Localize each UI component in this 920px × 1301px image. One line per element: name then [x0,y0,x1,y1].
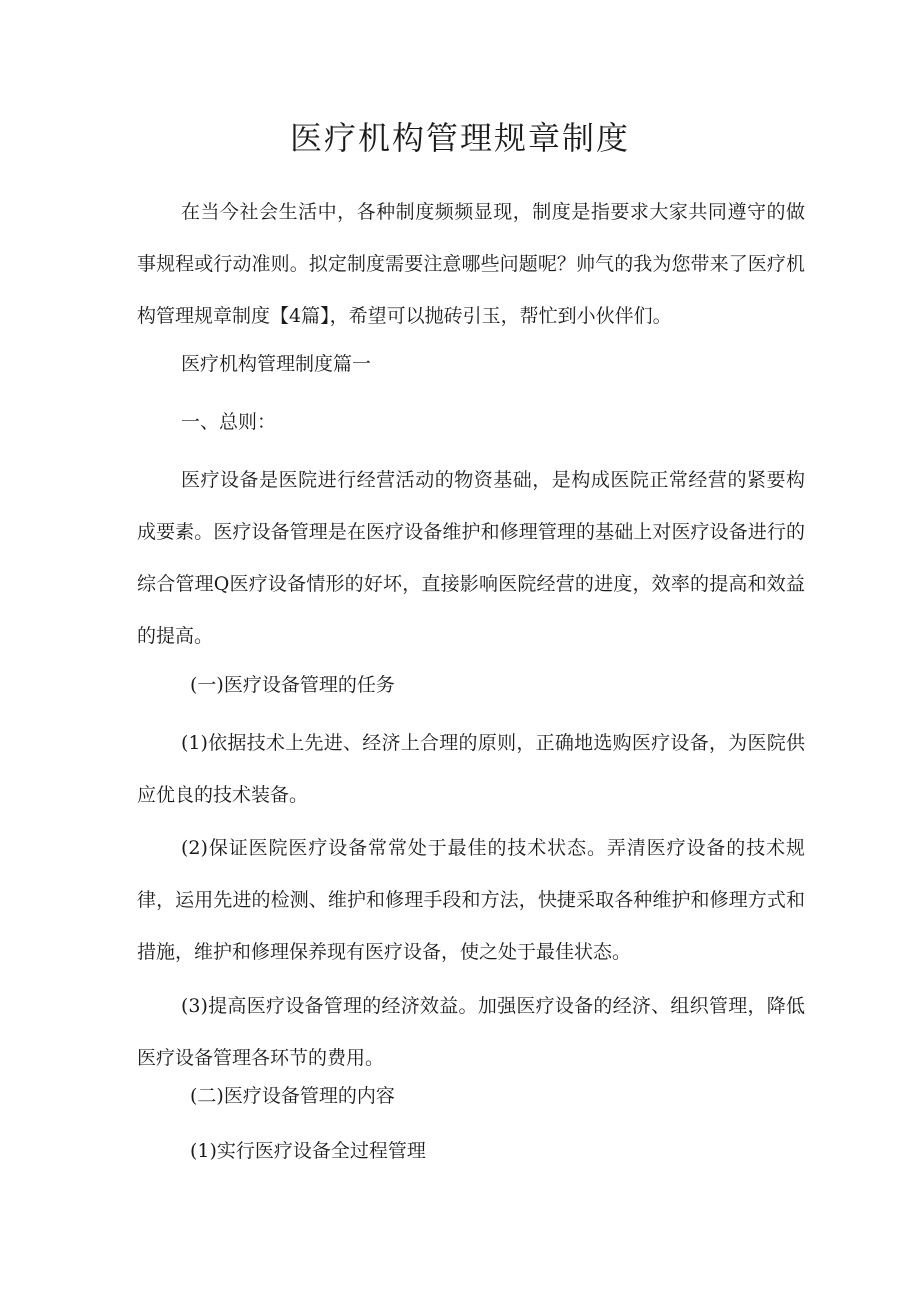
task-1-paragraph: (1)依据技术上先进、经济上合理的原则，正确地选购医疗设备，为医院供应优良的技术装备。 [137,732,805,806]
task-3-paragraph: (3)提高医疗设备管理的经济效益。加强医疗设备的经济、组织管理，降低医疗设备管理各环节的费用。 [137,995,805,1069]
document-title: 医疗机构管理规章制度 [289,119,630,157]
content-1-item: (1)实行医疗设备全过程管理 [190,1140,426,1162]
intro-paragraph: 在当今社会生活中，各种制度频频显现，制度是指要求大家共同遵守的做事规程或行动准则。拟定制度需要注意哪些问题呢？帅气的我为您带来了医疗机构管理规章制度【4篇】，希望可以抛砖引玉，帮忙到小伙伴们。 [137,201,805,327]
general-heading: 一、总则： [181,411,277,433]
general-paragraph: 医疗设备是医院进行经营活动的物资基础，是构成医院正常经营的紧要构成要素。医疗设备管理是在医疗设备维护和修理管理的基础上对医疗设备进行的综合管理Q医疗设备情形的好坏，直接影响医院经营的进度，效率的提高和效益的提高。 [137,469,805,647]
content-heading: (二)医疗设备管理的内容 [190,1085,395,1107]
tasks-heading: (一)医疗设备管理的任务 [190,674,395,696]
task-2-paragraph: (2)保证医院医疗设备常常处于最佳的技术状态。弄清医疗设备的技术规律，运用先进的检测、维护和修理手段和方法，快捷采取各种维护和修理方式和措施，维护和修理保养现有医疗设备，使之处于最佳状态。 [137,837,805,963]
section-title: 医疗机构管理制度篇一 [181,353,372,375]
